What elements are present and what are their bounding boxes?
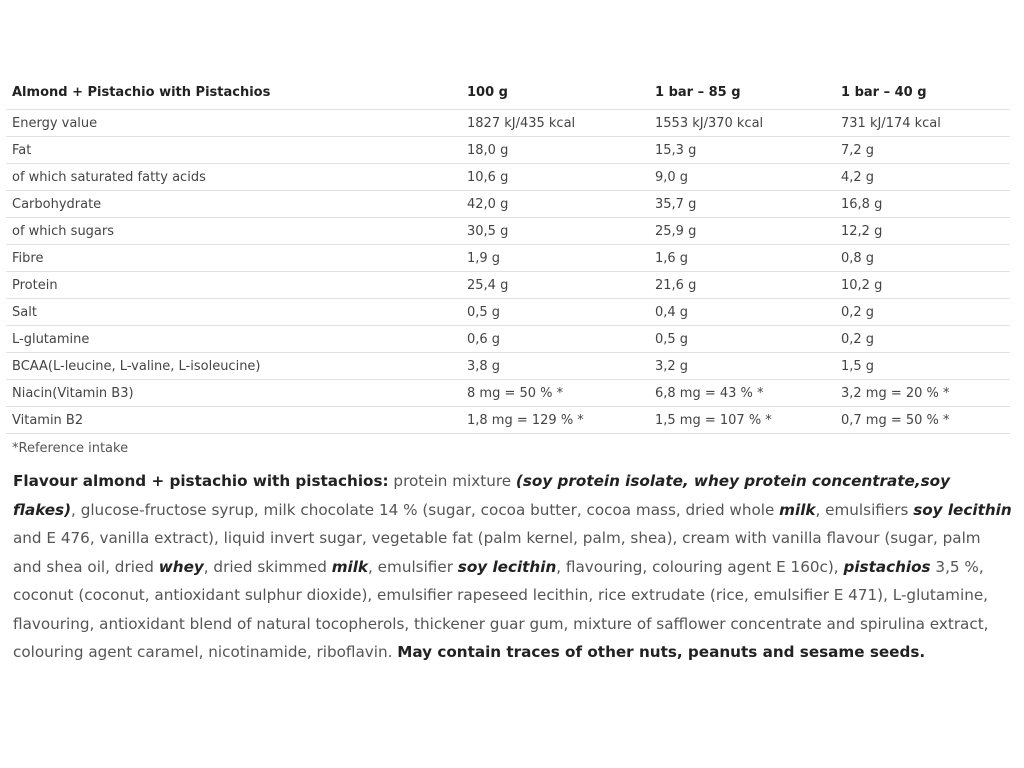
table-row (6, 299, 1010, 326)
nutrient-value: 21,6 g (641, 272, 827, 299)
nutrient-value: 10,2 g (827, 272, 1010, 299)
ingredients-emphasis: (soy protein isolate, whey protein concentrate,soy flakes) (13, 472, 950, 519)
table-row (6, 191, 1010, 218)
nutrient-value: 30,5 g (453, 218, 641, 245)
nutrient-value: 0,4 g (641, 299, 827, 326)
ingredients-segment: , flavouring, colouring agent E 160c), (556, 557, 844, 576)
nutrient-name: Fat (6, 137, 453, 164)
nutrition-table (6, 75, 1010, 434)
ingredients-emphasis: milk (779, 500, 816, 519)
nutrient-name: Protein (6, 272, 453, 299)
table-row (6, 245, 1010, 272)
nutrient-value: 42,0 g (453, 191, 641, 218)
nutrient-value: 4,2 g (827, 164, 1010, 191)
ingredients-emphasis: Flavour almond + pistachio with pistachios: (13, 472, 389, 490)
nutrient-value: 0,6 g (453, 326, 641, 353)
ingredients-text (13, 467, 1013, 667)
nutrient-value: 731 kJ/174 kcal (827, 110, 1010, 137)
nutrient-value: 15,3 g (641, 137, 827, 164)
ingredients-emphasis: pistachios (843, 557, 931, 576)
nutrient-value: 1,5 mg = 107 % * (641, 407, 827, 434)
nutrient-value: 1,6 g (641, 245, 827, 272)
table-header-row (6, 75, 1010, 110)
nutrient-name: of which sugars (6, 218, 453, 245)
reference-intake-footnote: *Reference intake (12, 441, 129, 456)
nutrient-name: Fibre (6, 245, 453, 272)
ingredients-emphasis: soy lecithin (913, 500, 1012, 519)
nutrient-value: 1553 kJ/370 kcal (641, 110, 827, 137)
table-row (6, 380, 1010, 407)
table-body (6, 110, 1010, 434)
nutrient-value: 0,5 g (641, 326, 827, 353)
nutrient-value: 35,7 g (641, 191, 827, 218)
nutrient-name: Salt (6, 299, 453, 326)
nutrient-name: Vitamin B2 (6, 407, 453, 434)
ingredients-segment: , emulsifiers (815, 500, 914, 519)
table-row (6, 164, 1010, 191)
column-header-bar-40g: 1 bar – 40 g (827, 75, 1010, 110)
nutrient-value: 10,6 g (453, 164, 641, 191)
column-header-bar-85g: 1 bar – 85 g (641, 75, 827, 110)
table-row (6, 326, 1010, 353)
ingredients-emphasis: soy lecithin (457, 557, 557, 576)
nutrient-value: 1,5 g (827, 353, 1010, 380)
nutrient-value: 12,2 g (827, 218, 1010, 245)
nutrient-value: 3,2 g (641, 353, 827, 380)
nutrient-value: 0,8 g (827, 245, 1010, 272)
ingredients-segment: , emulsifier (368, 557, 458, 576)
table-row (6, 353, 1010, 380)
nutrient-value: 8 mg = 50 % * (453, 380, 641, 407)
nutrient-name: L-glutamine (6, 326, 453, 353)
ingredients-emphasis: milk (331, 557, 369, 576)
nutrient-name: of which saturated fatty acids (6, 164, 453, 191)
nutrient-name: BCAA(L-leucine, L-valine, L-isoleucine) (6, 353, 453, 380)
table-row (6, 272, 1010, 299)
nutrient-value: 25,4 g (453, 272, 641, 299)
nutrient-value: 9,0 g (641, 164, 827, 191)
nutrient-value: 1827 kJ/435 kcal (453, 110, 641, 137)
nutrient-value: 0,7 mg = 50 % * (827, 407, 1010, 434)
table-row (6, 407, 1010, 434)
nutrient-value: 0,2 g (827, 299, 1010, 326)
ingredients-segment: , glucose-fructose syrup, milk chocolate 14 % (sugar, cocoa butter, cocoa mass, dried whole (71, 500, 780, 519)
nutrient-value: 6,8 mg = 43 % * (641, 380, 827, 407)
nutrient-value: 0,5 g (453, 299, 641, 326)
nutrient-value: 7,2 g (827, 137, 1010, 164)
nutrient-value: 1,8 mg = 129 % * (453, 407, 641, 434)
nutrient-value: 0,2 g (827, 326, 1010, 353)
table-row (6, 137, 1010, 164)
nutrient-value: 3,2 mg = 20 % * (827, 380, 1010, 407)
ingredients-emphasis: May contain traces of other nuts, peanuts and sesame seeds. (397, 643, 926, 661)
table-row (6, 218, 1010, 245)
table-row (6, 110, 1010, 137)
nutrient-value: 25,9 g (641, 218, 827, 245)
nutrient-name: Niacin(Vitamin B3) (6, 380, 453, 407)
nutrient-value: 1,9 g (453, 245, 641, 272)
nutrient-value: 16,8 g (827, 191, 1010, 218)
ingredients-segment: and E 476, vanilla extract), liquid invert sugar, vegetable fat (palm kernel, palm, shea), cream with vanilla flavour (sugar, palm and shea oil, dried (13, 529, 981, 576)
ingredients-segment: , dried skimmed (203, 557, 332, 576)
nutrient-value: 18,0 g (453, 137, 641, 164)
nutrient-value: 3,8 g (453, 353, 641, 380)
ingredients-segment: protein mixture (388, 472, 516, 490)
ingredients-emphasis: whey (158, 557, 204, 576)
ingredients-segment: 3,5 %, coconut (coconut, antioxidant sulphur dioxide), emulsifier rapeseed lecithin, rice extrudate (rice, emulsifier E 471), L-glutamine, flavouring, antioxidant blend of natural tocopherols, thickener guar gum, mixture of safflower concentrate and spirulina extract, colouring agent caramel, nicotinamide, riboflavin. (13, 557, 989, 661)
column-header-100g: 100 g (453, 75, 641, 110)
column-header-product: Almond + Pistachio with Pistachios (6, 75, 453, 110)
nutrient-name: Carbohydrate (6, 191, 453, 218)
nutrient-name: Energy value (6, 110, 453, 137)
